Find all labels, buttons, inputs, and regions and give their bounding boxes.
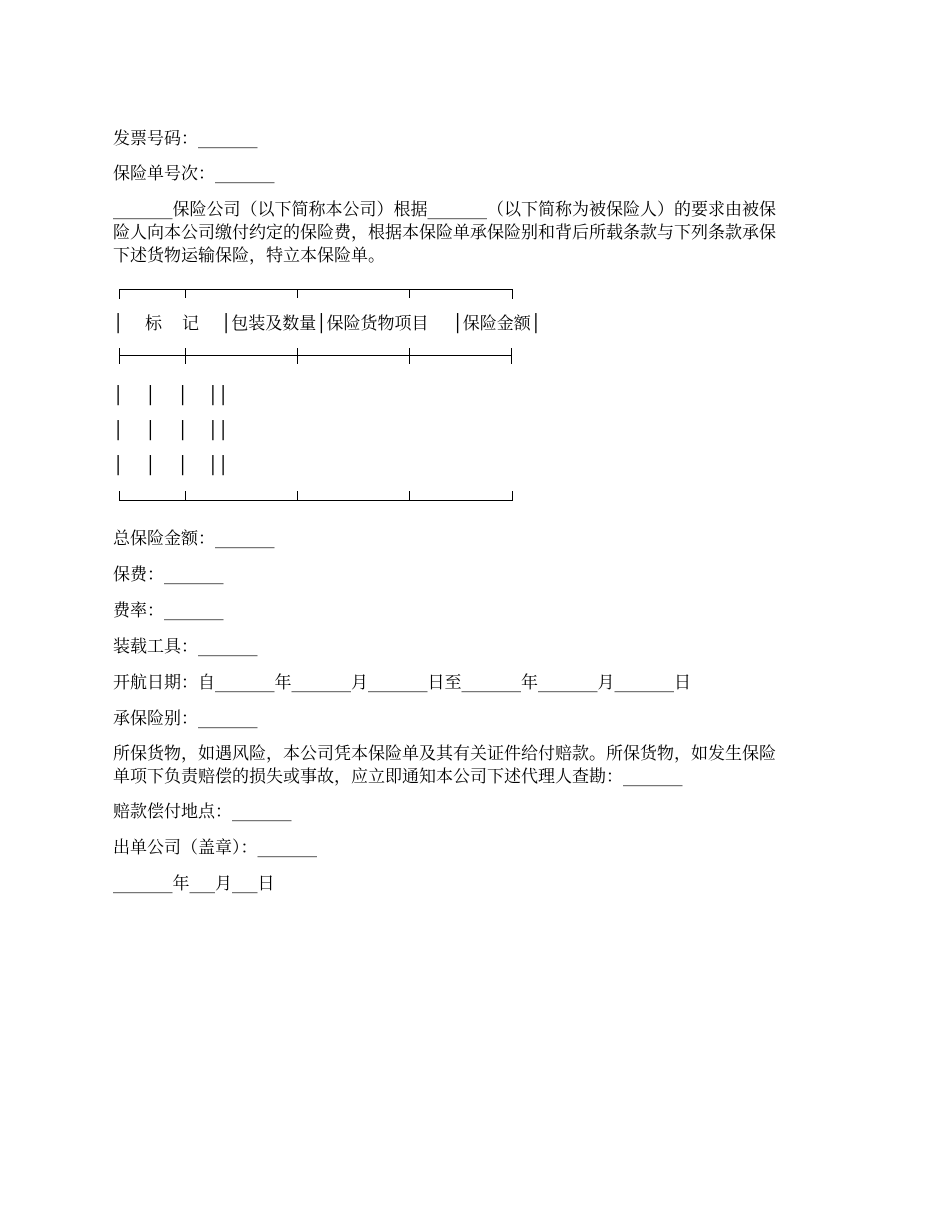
invoice-number-field: 发票号码：_______ bbox=[113, 129, 258, 149]
issuing-company-field: 出单公司（盖章）：_______ bbox=[113, 838, 317, 858]
table-bottom-divider bbox=[409, 491, 410, 500]
intro-line-3: 下述货物运输保险，特立本保险单。 bbox=[113, 246, 385, 266]
header-marks-label: 标 bbox=[145, 314, 162, 334]
conditions-field: 承保险别：_______ bbox=[113, 709, 258, 729]
claim-payable-at-field: 赔款偿付地点：_______ bbox=[113, 802, 292, 822]
table-top-divider bbox=[297, 289, 298, 298]
table-mid-tick bbox=[297, 348, 298, 364]
premium-field: 保费：_______ bbox=[113, 565, 224, 585]
table-top-border bbox=[119, 289, 513, 299]
claims-paragraph bbox=[113, 743, 841, 789]
table-bottom-divider bbox=[185, 491, 186, 500]
rate-field: 费率：_______ bbox=[113, 601, 224, 621]
table-bottom-border bbox=[119, 491, 513, 501]
intro-line-2: 险人向本公司缴付约定的保险费，根据本保险单承保险别和背后所载条款与下列条款承保 bbox=[113, 223, 776, 243]
issue-date-field: _______年___月___日 bbox=[113, 874, 275, 894]
table-mid-tick bbox=[185, 348, 186, 364]
conveyance-field: 装载工具：_______ bbox=[113, 637, 258, 657]
table-top-divider bbox=[185, 289, 186, 298]
total-insured-amount-field: 总保险金额：_______ bbox=[113, 529, 275, 549]
table-row: │ │ │ ││ bbox=[113, 421, 229, 441]
table-bottom-divider bbox=[297, 491, 298, 500]
table-row: │ │ │ ││ bbox=[113, 456, 229, 476]
table-mid-tick bbox=[119, 348, 120, 364]
table-mid-border bbox=[119, 355, 511, 356]
table-mid-tick bbox=[511, 348, 512, 364]
intro-line-1: _______保险公司（以下简称本公司）根据_______（以下简称为被保险人）的要求由被保 bbox=[113, 200, 776, 220]
claims-line-1: 所保货物，如遇风险，本公司凭本保险单及其有关证件给付赔款。所保货物，如发生保险 bbox=[113, 744, 776, 764]
claims-line-2: 单项下负责赔偿的损失或事故，应立即通知本公司下述代理人查勘：_______ bbox=[113, 767, 683, 787]
policy-number-field: 保险单号次：_______ bbox=[113, 164, 275, 184]
intro-paragraph bbox=[113, 199, 841, 268]
table-mid-tick bbox=[409, 348, 410, 364]
table-header-row: │ 标 记 │包装及数量│保险货物项目 │保险金额│ bbox=[113, 314, 541, 334]
table-row: │ │ │ ││ bbox=[113, 386, 229, 406]
table-top-divider bbox=[409, 289, 410, 298]
sailing-date-field: 开航日期：自_______年_______月_______日至_______年_______月_______日 bbox=[113, 673, 691, 693]
